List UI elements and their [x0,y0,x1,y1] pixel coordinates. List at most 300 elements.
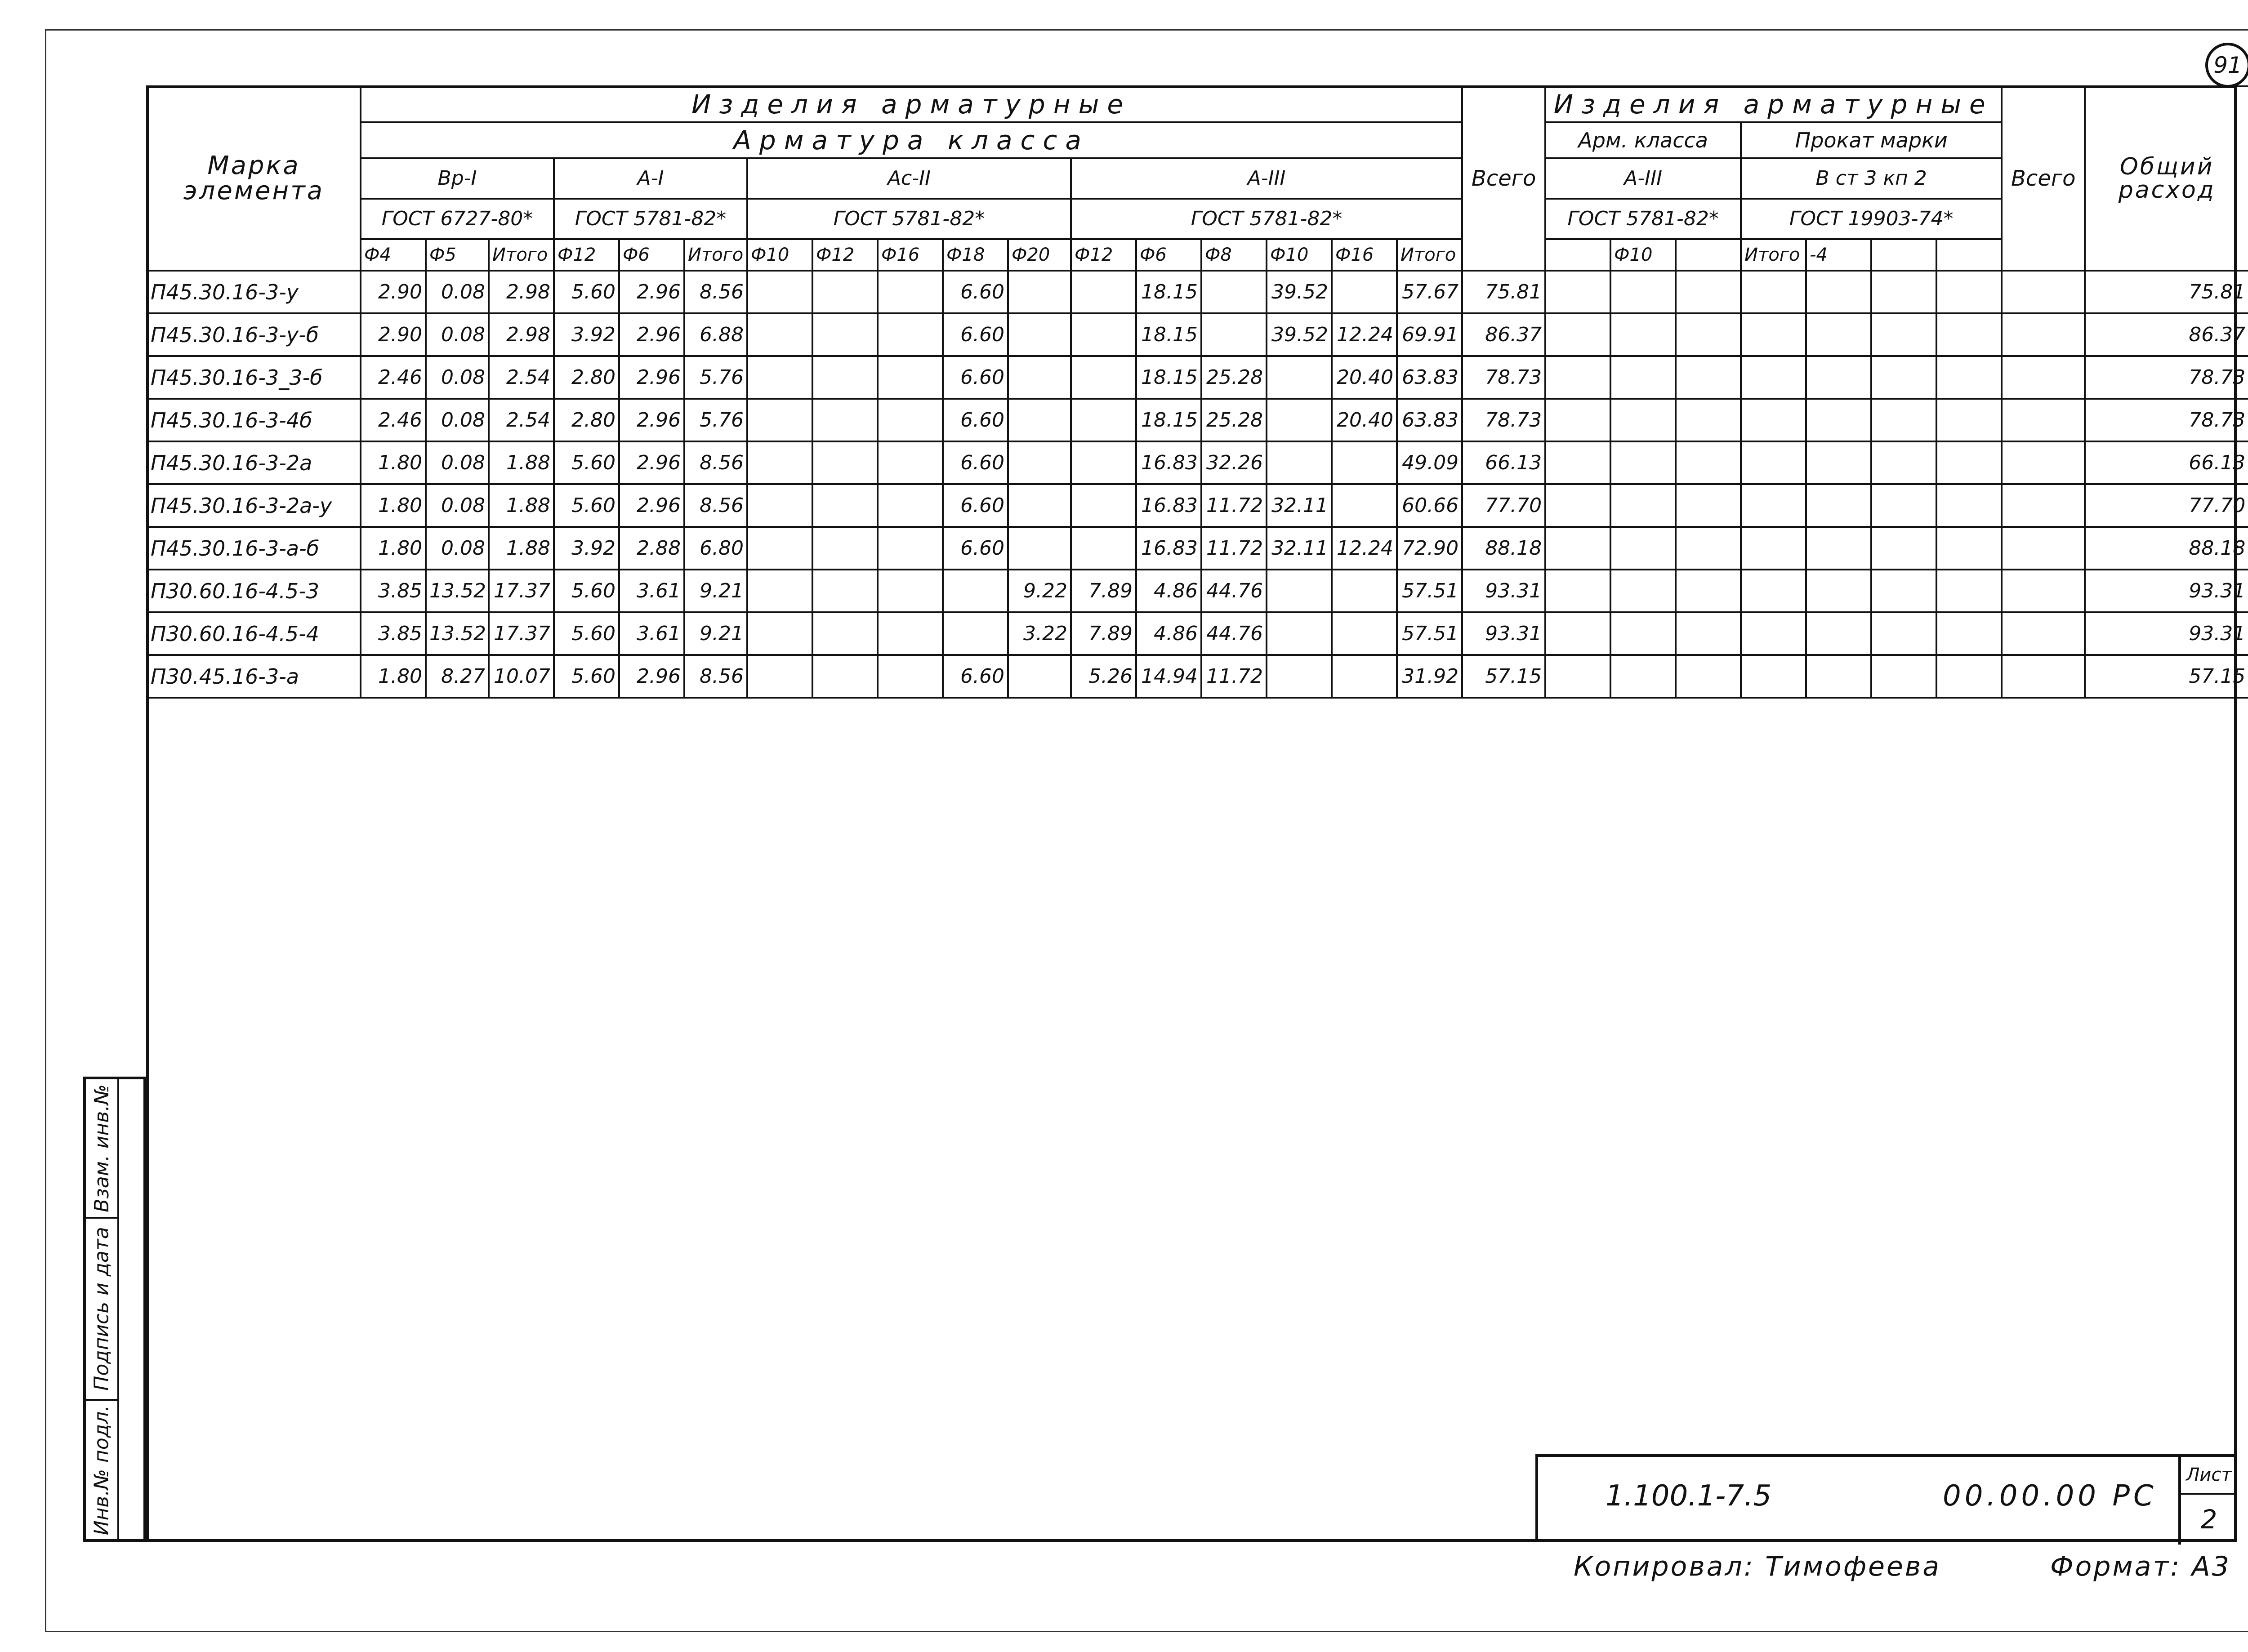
table-cell: 3.92 [554,313,619,356]
table-cell: 5.60 [554,441,619,484]
table-cell [878,271,943,313]
table-cell: 2.90 [361,271,426,313]
table-cell: 3.85 [361,570,426,612]
table-cell [1871,441,1936,484]
table-cell [1545,612,1610,655]
table-cell [1741,612,1806,655]
table-cell [1545,356,1610,399]
table-cell [1676,570,1741,612]
caption-cell: Ф12 [812,239,878,271]
table-cell: 18.15 [1136,271,1201,313]
table-cell [1741,399,1806,441]
table-cell: 2.90 [361,313,426,356]
table-cell [1071,527,1136,570]
table-cell [1008,356,1071,399]
table-cell [1610,313,1676,356]
table-cell [1741,271,1806,313]
table-cell [1936,313,2002,356]
table-cell: 63.83 [1397,399,1462,441]
group-a3: А-III [1071,158,1462,199]
header-total-1: Всего [1462,86,1545,271]
table-cell: 69.91 [1397,313,1462,356]
table-cell: 66.13 [2085,441,2248,484]
table-row [147,570,2248,612]
table-row [147,271,2248,313]
table-cell [1545,441,1610,484]
table-cell: 6.60 [943,441,1008,484]
table-cell: 2.96 [619,313,684,356]
table-cell: 2.88 [619,527,684,570]
table-cell [812,655,878,698]
table-cell: 20.40 [1332,356,1397,399]
table-cell [1545,271,1610,313]
caption-cell: -4 [1806,239,1871,271]
table-cell [878,313,943,356]
table-cell [1545,570,1610,612]
table-cell: 5.60 [554,655,619,698]
table-cell: 14.94 [1136,655,1201,698]
table-cell [1008,399,1071,441]
table-cell [943,612,1008,655]
header-total-2: Всего [2002,86,2085,271]
table-row [147,399,2248,441]
table-cell [2002,612,2085,655]
caption-cell: Ф16 [1332,239,1397,271]
table-row [147,441,2248,484]
table-cell [1610,441,1676,484]
table-cell [1071,399,1136,441]
table-cell [1545,399,1610,441]
element-mark: П45.30.16-3-2а [147,441,361,484]
table-cell [1936,271,2002,313]
element-mark: П45.30.16-3-у [147,271,361,313]
table-cell: 20.40 [1332,399,1397,441]
specification-table-wrap [146,85,2246,728]
table-cell [1871,612,1936,655]
table-cell: 2.96 [619,441,684,484]
table-cell: 6.60 [943,484,1008,527]
table-cell [1806,313,1871,356]
caption-cell: Ф10 [747,239,812,271]
table-cell: 13.52 [426,570,489,612]
table-cell [1610,612,1676,655]
table-cell: 16.83 [1136,441,1201,484]
sheet-format: Формат: А3 [2050,1551,2231,1582]
table-cell: 6.80 [684,527,747,570]
element-mark: П45.30.16-3-4б [147,399,361,441]
gost-vr1: ГОСТ 6727-80* [361,199,554,239]
caption-cell: Ф10 [1610,239,1676,271]
table-cell: 11.72 [1201,527,1267,570]
table-cell [1267,441,1332,484]
side-stamp-inv: Инв.№ подл. [90,1405,113,1535]
table-cell: 8.56 [684,655,747,698]
table-cell: 57.51 [1397,612,1462,655]
side-stamp-vzam: Взам. инв.№ [86,1079,117,1219]
table-cell [1676,399,1741,441]
table-cell: 9.21 [684,612,747,655]
table-cell: 0.08 [426,484,489,527]
gost-ac2: ГОСТ 5781-82* [747,199,1071,239]
header-armatura: Арматура класса [361,122,1462,158]
header-products-1: Изделия арматурные [361,86,1462,122]
table-cell [1806,612,1871,655]
table-cell [1545,313,1610,356]
table-cell [1332,655,1397,698]
table-cell: 77.70 [2085,484,2248,527]
table-cell [812,399,878,441]
table-cell: 0.08 [426,441,489,484]
table-cell [1201,313,1267,356]
table-row [147,655,2248,698]
table-cell [1008,655,1071,698]
table-cell [878,527,943,570]
caption-cell: Итого [1397,239,1462,271]
table-cell [2002,570,2085,612]
caption-cell: Итого [1741,239,1806,271]
table-cell: 3.85 [361,612,426,655]
caption-cell: Ф12 [554,239,619,271]
table-cell [1741,356,1806,399]
table-cell: 75.81 [2085,271,2248,313]
table-cell: 11.72 [1201,655,1267,698]
doc-code: 1.100.1-7.5 [1606,1479,1772,1513]
table-cell [747,313,812,356]
table-cell: 93.31 [2085,612,2248,655]
table-cell [1806,655,1871,698]
group-a3b: А-III [1545,158,1741,199]
header-overall: Общий расход [2085,86,2248,271]
table-cell [1676,313,1741,356]
table-cell: 17.37 [489,570,554,612]
table-cell: 9.21 [684,570,747,612]
table-cell [1332,570,1397,612]
table-cell [2002,313,2085,356]
table-cell: 6.60 [943,356,1008,399]
table-cell: 4.86 [1136,570,1201,612]
table-cell: 57.15 [1462,655,1545,698]
table-cell: 49.09 [1397,441,1462,484]
caption-cell: Ф8 [1201,239,1267,271]
table-cell [1806,399,1871,441]
table-cell: 5.60 [554,570,619,612]
table-cell: 12.24 [1332,527,1397,570]
table-cell [812,271,878,313]
caption-cell [1936,239,2002,271]
table-cell: 3.22 [1008,612,1071,655]
gost-a3b: ГОСТ 5781-82* [1545,199,1741,239]
table-cell: 39.52 [1267,271,1332,313]
group-a1: А-I [554,158,747,199]
table-cell [747,356,812,399]
table-cell [812,612,878,655]
table-cell: 57.15 [2085,655,2248,698]
table-cell [747,484,812,527]
table-cell [1071,313,1136,356]
table-cell: 5.76 [684,356,747,399]
table-cell: 1.80 [361,527,426,570]
group-vr1: Вр-I [361,158,554,199]
table-cell [943,570,1008,612]
table-cell [1806,570,1871,612]
table-cell [1871,271,1936,313]
table-cell: 25.28 [1201,399,1267,441]
caption-cell [1871,239,1936,271]
table-cell [1610,484,1676,527]
table-cell [747,655,812,698]
table-cell [1267,655,1332,698]
header-arm-class: Арм. класса [1545,122,1741,158]
table-cell [2002,484,2085,527]
table-cell [1936,441,2002,484]
table-cell [1741,527,1806,570]
table-cell [812,356,878,399]
table-cell [747,441,812,484]
table-cell: 2.96 [619,484,684,527]
table-cell [747,612,812,655]
gost-a1: ГОСТ 5781-82* [554,199,747,239]
table-cell: 7.89 [1071,570,1136,612]
table-cell: 8.56 [684,441,747,484]
table-cell: 8.27 [426,655,489,698]
table-cell: 5.76 [684,399,747,441]
header-prokat: Прокат марки [1741,122,2002,158]
gost-a3: ГОСТ 5781-82* [1071,199,1462,239]
table-cell: 4.86 [1136,612,1201,655]
page-number: 91 [2205,43,2248,88]
table-cell: 6.60 [943,655,1008,698]
table-cell [878,655,943,698]
table-cell: 57.51 [1397,570,1462,612]
table-cell: 5.60 [554,612,619,655]
specification-table [146,85,2248,699]
caption-cell: Ф18 [943,239,1008,271]
table-cell [1676,271,1741,313]
table-cell: 0.08 [426,271,489,313]
table-cell [747,271,812,313]
table-cell: 93.31 [1462,570,1545,612]
table-cell: 2.46 [361,399,426,441]
table-cell [878,399,943,441]
table-cell: 10.07 [489,655,554,698]
table-cell [1267,399,1332,441]
table-cell [1871,399,1936,441]
table-cell: 13.52 [426,612,489,655]
table-cell [1545,527,1610,570]
table-cell: 78.73 [1462,356,1545,399]
table-cell: 86.37 [1462,313,1545,356]
table-cell: 75.81 [1462,271,1545,313]
table-row [147,527,2248,570]
table-cell: 17.37 [489,612,554,655]
table-cell [1676,655,1741,698]
caption-cell: Итого [489,239,554,271]
table-cell [1741,313,1806,356]
table-cell [1610,356,1676,399]
table-cell [1806,527,1871,570]
table-cell: 1.88 [489,441,554,484]
table-cell [747,527,812,570]
table-cell [1008,441,1071,484]
table-cell: 8.56 [684,271,747,313]
caption-cell [1545,239,1610,271]
table-cell: 39.52 [1267,313,1332,356]
table-cell [878,612,943,655]
diameter-caption-row [147,239,2248,271]
table-cell: 11.72 [1201,484,1267,527]
table-cell [1806,271,1871,313]
table-cell: 78.73 [1462,399,1545,441]
table-cell: 2.46 [361,356,426,399]
element-mark: П30.60.16-4.5-4 [147,612,361,655]
group-vst: В ст 3 кп 2 [1741,158,2002,199]
caption-cell: Итого [684,239,747,271]
table-cell [878,356,943,399]
table-cell [1332,612,1397,655]
table-cell: 18.15 [1136,313,1201,356]
table-cell: 16.83 [1136,484,1201,527]
table-cell: 25.28 [1201,356,1267,399]
table-cell [2002,271,2085,313]
sheet-number: 2 [2200,1504,2217,1535]
table-cell: 72.90 [1397,527,1462,570]
table-cell: 9.22 [1008,570,1071,612]
table-cell: 32.26 [1201,441,1267,484]
table-cell: 18.15 [1136,356,1201,399]
table-cell [1871,313,1936,356]
table-cell [1741,484,1806,527]
table-cell: 6.60 [943,271,1008,313]
table-cell [1610,271,1676,313]
table-cell [1806,484,1871,527]
table-cell: 0.08 [426,356,489,399]
sheet-cell [2178,1457,2237,1545]
side-stamp [83,1077,146,1542]
table-cell [1936,655,2002,698]
table-cell: 93.31 [1462,612,1545,655]
table-cell: 3.61 [619,570,684,612]
table-cell: 88.18 [1462,527,1545,570]
table-cell [1332,484,1397,527]
table-cell: 2.80 [554,399,619,441]
table-cell: 44.76 [1201,612,1267,655]
caption-cell: Ф5 [426,239,489,271]
copied-by: Копировал: Тимофеева [1574,1551,1941,1582]
table-row [147,612,2248,655]
table-cell [812,484,878,527]
element-mark: П45.30.16-3-а-б [147,527,361,570]
table-cell [1008,271,1071,313]
table-cell [747,399,812,441]
table-cell [1008,484,1071,527]
table-cell [1071,271,1136,313]
table-cell: 78.73 [2085,399,2248,441]
table-cell: 6.88 [684,313,747,356]
caption-cell: Ф10 [1267,239,1332,271]
table-cell [1806,441,1871,484]
table-cell [1676,441,1741,484]
table-cell [878,570,943,612]
table-cell: 32.11 [1267,527,1332,570]
table-cell [1071,441,1136,484]
caption-cell: Ф20 [1008,239,1071,271]
table-cell: 2.54 [489,399,554,441]
header-mark: Марка элемента [147,86,361,271]
table-cell [2002,356,2085,399]
table-cell [1545,655,1610,698]
table-cell [2002,399,2085,441]
table-cell: 5.26 [1071,655,1136,698]
table-cell: 2.54 [489,356,554,399]
group-ac2: Ас-II [747,158,1071,199]
caption-cell: Ф4 [361,239,426,271]
sheet-label: Лист [2181,1457,2237,1495]
table-cell [1871,356,1936,399]
element-mark: П30.45.16-3-а [147,655,361,698]
table-row [147,313,2248,356]
table-cell [1610,570,1676,612]
table-cell [1008,313,1071,356]
table-cell [878,484,943,527]
caption-cell: Ф6 [1136,239,1201,271]
table-cell [878,441,943,484]
table-cell: 88.18 [2085,527,2248,570]
header-products-2: Изделия арматурные [1545,86,2002,122]
table-cell [1332,441,1397,484]
table-cell [1936,399,2002,441]
table-row [147,356,2248,399]
table-cell: 2.80 [554,356,619,399]
table-cell: 0.08 [426,399,489,441]
table-cell [1676,484,1741,527]
table-cell [1267,612,1332,655]
element-mark: П45.30.16-3-у-б [147,313,361,356]
table-cell: 3.61 [619,612,684,655]
table-cell [812,313,878,356]
table-cell [2002,441,2085,484]
table-cell [1741,441,1806,484]
table-cell [812,441,878,484]
table-cell: 8.56 [684,484,747,527]
table-cell: 60.66 [1397,484,1462,527]
table-cell: 78.73 [2085,356,2248,399]
element-mark: П30.60.16-4.5-3 [147,570,361,612]
table-cell: 63.83 [1397,356,1462,399]
table-cell: 18.15 [1136,399,1201,441]
table-cell: 6.60 [943,313,1008,356]
table-cell [1871,655,1936,698]
caption-cell: Ф12 [1071,239,1136,271]
table-cell [1741,655,1806,698]
table-cell [1871,570,1936,612]
table-cell: 16.83 [1136,527,1201,570]
table-cell: 77.70 [1462,484,1545,527]
table-cell [2002,527,2085,570]
table-cell [1936,570,2002,612]
table-cell [1806,356,1871,399]
table-cell [1267,356,1332,399]
doc-code-2: 00.00.00 РС [1943,1479,2157,1513]
table-cell: 31.92 [1397,655,1462,698]
table-cell: 2.96 [619,399,684,441]
table-cell: 2.98 [489,313,554,356]
table-cell: 1.80 [361,441,426,484]
table-cell [2002,655,2085,698]
table-cell [1676,527,1741,570]
table-cell [1071,484,1136,527]
table-cell [1332,271,1397,313]
title-block [1535,1454,2237,1542]
